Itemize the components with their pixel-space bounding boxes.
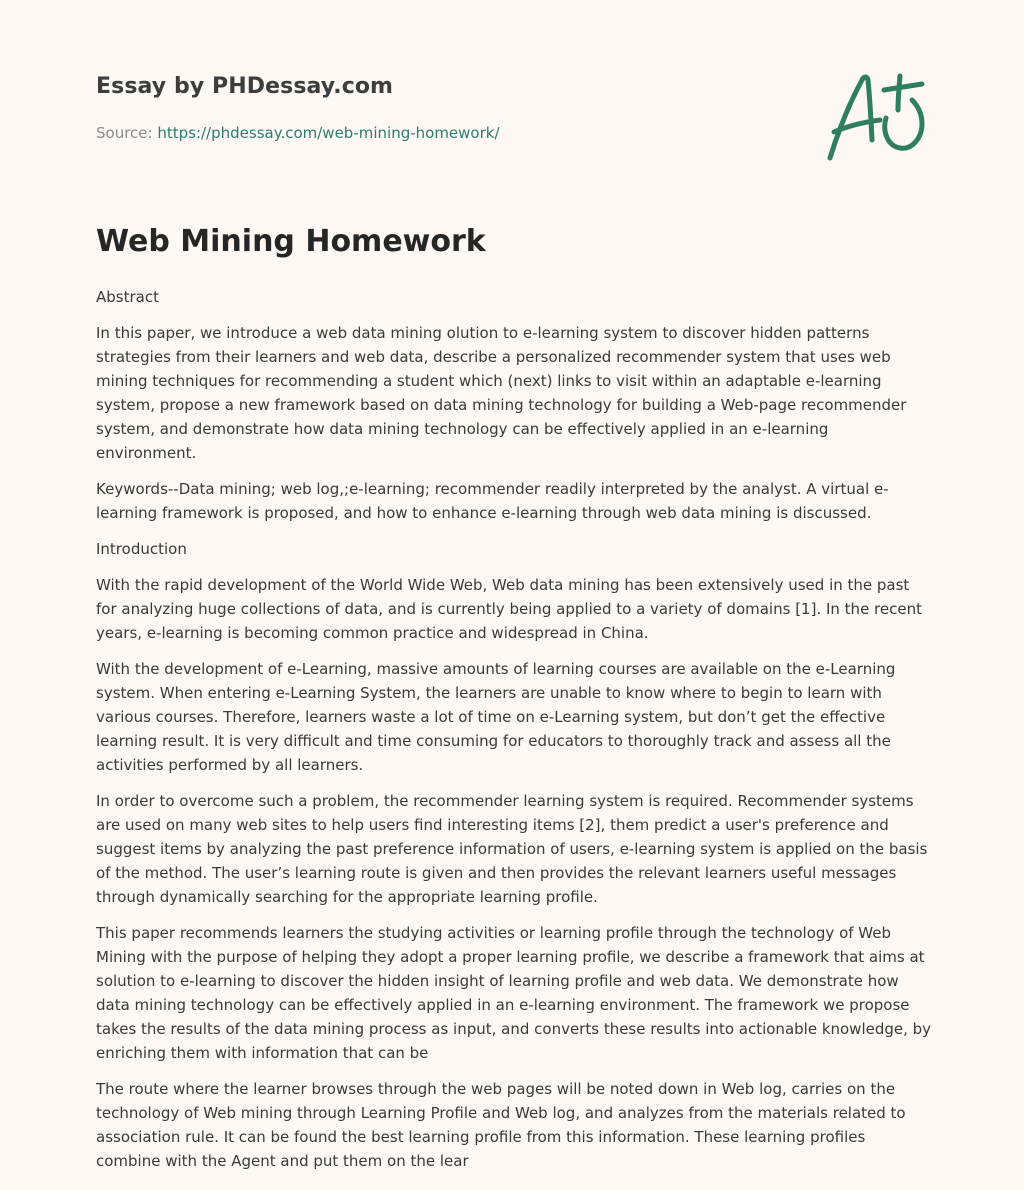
body-paragraph: With the rapid development of the World Wide Web, Web data mining has been extensively used in the past for analyzing huge collections of data, and is currently being applied to a variety of domains [1]. In the recent years, e-learning is becoming common practice and widespread in China. xyxy=(96,576,922,642)
body-paragraph: This paper recommends learners the studying activities or learning profile through the technology of Web Mining with the purpose of helping they adopt a proper learning profile, we describe a framework that aims at solution to e-learning to discover the hidden insight of learning profile and web data. We demonstrate how data mining technology can be effectively applied in an e-learning environment. The framework we propose takes the results of the data mining process as input, and converts these results into actionable knowledge, by enriching them with information that can be xyxy=(96,924,932,1062)
section-heading-abstract: Abstract xyxy=(96,288,159,306)
source-line xyxy=(96,124,500,142)
site-brand: Essay by PHDessay.com xyxy=(96,74,394,99)
a-plus-logo-icon xyxy=(818,66,930,166)
keywords-paragraph: Keywords--Data mining; web log,;e-learning; recommender readily interpreted by the analyst. A virtual e-learning framework is proposed, and how to enhance e-learning through web data mining is discussed. xyxy=(96,480,889,522)
body-paragraph: In order to overcome such a problem, the recommender learning system is required. Recommender systems are used on many web sites to help users find interesting items [2], them predict a user's preference and suggest items by analyzing the past preference information of users, e-learning system is applied on the basis of the method. The user’s learning route is given and then provides the relevant learners useful messages through dynamically searching for the appropriate learning profile. xyxy=(96,792,928,906)
source-label: Source: xyxy=(96,124,158,142)
source-link[interactable]: https://phdessay.com/web-mining-homework/ xyxy=(157,124,500,142)
section-heading-introduction: Introduction xyxy=(96,540,187,558)
essay-body xyxy=(96,285,932,1185)
body-paragraph: The route where the learner browses through the web pages will be noted down in Web log, carries on the technology of Web mining through Learning Profile and Web log, and analyzes from the materials related to association rule. It can be found the best learning profile from this information. These learning profiles combine with the Agent and put them on the lear xyxy=(96,1080,906,1170)
essay-title: Web Mining Homework xyxy=(96,224,486,259)
abstract-paragraph: In this paper, we introduce a web data mining olution to e-learning system to discover hidden patterns strategies from their learners and web data, describe a personalized recommender system that uses web mining techniques for recommending a student which (next) links to visit within an adaptable e-learning system, propose a new framework based on data mining technology for building a Web-page recommender system, and demonstrate how data mining technology can be effectively applied in an e-learning environment. xyxy=(96,324,907,462)
body-paragraph: With the development of e-Learning, massive amounts of learning courses are available on the e-Learning system. When entering e-Learning System, the learners are unable to know where to begin to learn with various courses. Therefore, learners waste a lot of time on e-Learning system, but don’t get the effective learning result. It is very difficult and time consuming for educators to thoroughly track and assess all the activities performed by all learners. xyxy=(96,660,896,774)
